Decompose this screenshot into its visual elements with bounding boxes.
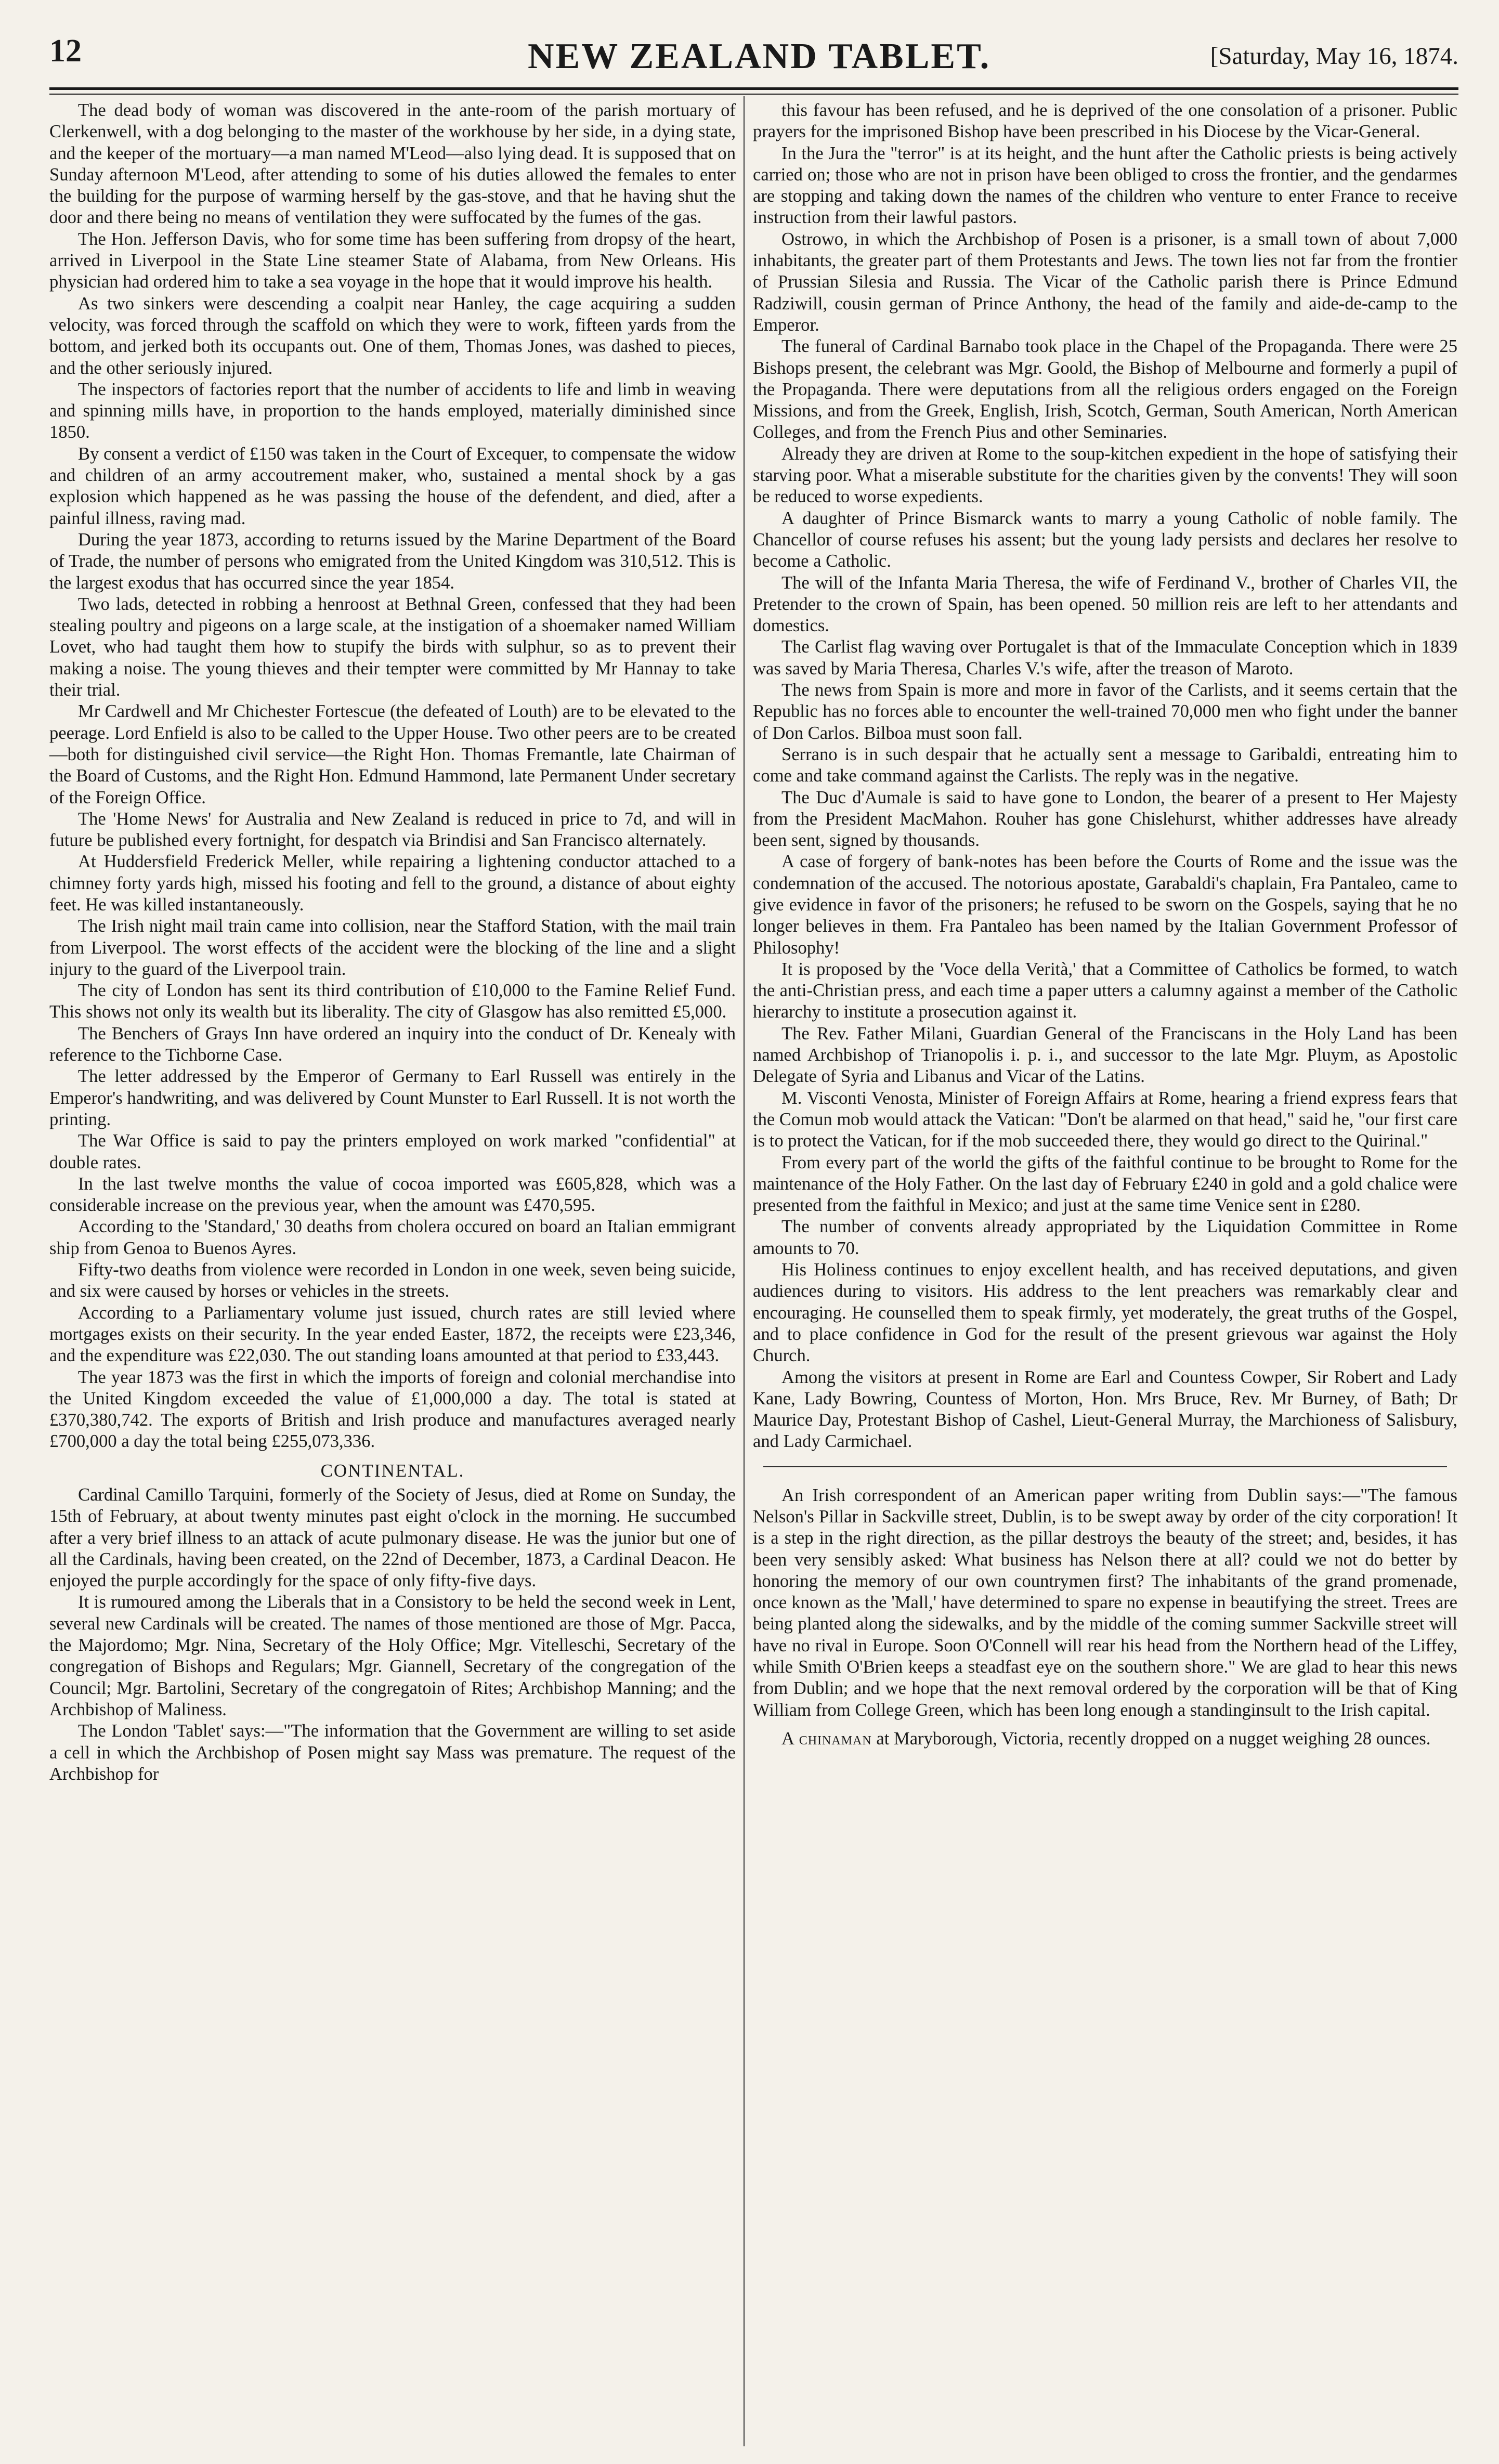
column-divider: [744, 96, 745, 2446]
article-paragraph: According to a Parliamentary volume just issued, church rates are still levied where mortgages exists on their security. In the year ended Easter, 1872, the receipts were £23,346, and the expenditure was £22,030. The out standing loans amounted at that period to £33,443.: [49, 1302, 736, 1366]
continental-articles: [49, 1484, 736, 1785]
issue-date: [Saturday, May 16, 1874.: [1210, 43, 1458, 70]
article-paragraph: The Irish night mail train came into collision, near the Stafford Station, with the mail train from Liverpool. The worst effects of the accident were the blocking of the line and a slight injury to the guard of the Liverpool train.: [49, 916, 736, 979]
article-paragraph: The War Office is said to pay the printers employed on work marked "confidential" at double rates.: [49, 1131, 736, 1172]
article-paragraph: The letter addressed by the Emperor of Germany to Earl Russell was entirely in the Emperor's handwriting, and was delivered by Count Munster to Earl Russell. It is not worth the printing.: [49, 1066, 736, 1129]
article-paragraph: His Holiness continues to enjoy excellent health, and has received deputations, and given audiences during to visitors. His address to the lent preachers was remarkably clear and encouraging. He counselled them to speak firmly, yet moderately, the great truths of the Gospel, and to place confidence in God for the result of the present grievous war against the Holy Church.: [753, 1260, 1457, 1366]
article-separator: [763, 1466, 1447, 1467]
article-paragraph: The number of convents already appropriated by the Liquidation Committee in Rome amounts to 70.: [753, 1217, 1457, 1258]
article-paragraph: The news from Spain is more and more in favor of the Carlists, and it seems certain that the Republic has no forces able to encounter the well-trained 70,000 men who fight under the banner of Don Carlos. Bilboa must soon fall.: [753, 680, 1457, 743]
article-paragraph: According to the 'Standard,' 30 deaths from cholera occured on board an Italian emmigrant ship from Genoa to Buenos Ayres.: [49, 1217, 736, 1258]
article-paragraph: The Rev. Father Milani, Guardian General of the Franciscans in the Holy Land has been named Archbishop of Trianopolis i. p. i., and successor to the late Mgr. Pluym, as Apostolic Delegate of Syria and Libanus and Vicar of the Latins.: [753, 1023, 1457, 1087]
article-paragraph: During the year 1873, according to returns issued by the Marine Department of the Board of Trade, the number of persons who emigrated from the United Kingdom was 310,512. This is the largest exodus that has occurred since the year 1854.: [49, 529, 736, 593]
home-news-articles: [49, 100, 736, 1453]
chinaman-rest: at Maryborough, Victoria, recently dropped on a nugget weighing 28 ounces.: [871, 1728, 1431, 1749]
article-paragraph: Serrano is in such despair that he actually sent a message to Garibaldi, entreating him to come and take command against the Carlists. The reply was in the negative.: [753, 744, 1457, 786]
article-paragraph: this favour has been refused, and he is deprived of the one consolation of a prisoner. Public prayers for the imprisoned Bishop have been prescribed in his Diocese by the Vicar-General.: [753, 100, 1457, 142]
article-paragraph: Ostrowo, in which the Archbishop of Posen is a prisoner, is a small town of about 7,000 inhabitants, the greater part of them Protestants and Jews. The town lies not far from the frontier of Prussian Silesia and Russia. The Vicar of the Catholic parish there is Prince Edmund Radziwill, cousin german of Prince Anthony, the head of the family and aide-de-camp to the Emperor.: [753, 229, 1457, 335]
article-paragraph: From every part of the world the gifts of the faithful continue to be brought to Rome for the maintenance of the Holy Father. On the last day of February £240 in gold and a gold chalice were presented from the faithful in Mexico; and just at the same time Venice sent in £280.: [753, 1152, 1457, 1216]
continental-continued-articles: [753, 100, 1457, 1453]
article-paragraph: Two lads, detected in robbing a henroost at Bethnal Green, confessed that they had been stealing poultry and pigeons on a large scale, at the instigation of a shoemaker named William Lovet, who had taught them how to stupify the birds with sulphur, so as to prevent their making a noise. The young thieves and their tempter were committed by Mr Hannay to take their trial.: [49, 594, 736, 700]
article-paragraph: The Hon. Jefferson Davis, who for some time has been suffering from dropsy of the heart, arrived in Liverpool in the State Line steamer State of Alabama, from New Orleans. His physician had ordered him to take a sea voyage in the hope that it would improve his health.: [49, 229, 736, 292]
continental-paragraph: Cardinal Camillo Tarquini, formerly of the Society of Jesus, died at Rome on Sunday, the 15th of February, at about twenty minutes past eight o'clock in the morning. He succumbed after a very brief illness to an attack of acute pulmonary disease. He was the junior but one of all the Cardinals, having been created, on the 22nd of December, 1873, a Cardinal Deacon. He enjoyed the purple accordingly for the space of only fifty-five days.: [49, 1485, 736, 1591]
article-paragraph: Among the visitors at present in Rome are Earl and Countess Cowper, Sir Robert and Lady Kane, Lady Bowring, Countess of Morton, Hon. Mrs Bruce, Rev. Mr Burney, of Bath; Dr Maurice Day, Protestant Bishop of Cashel, Lieut-General Murray, the Marchioness of Salisbury, and Lady Carmichael.: [753, 1367, 1457, 1452]
article-paragraph: As two sinkers were descending a coalpit near Hanley, the cage acquiring a sudden velocity, was forced through the scaffold on which they were to work, fifteen yards from the bottom, and jerked both its occupants out. One of them, Thomas Jones, was dashed to pieces, and the other seriously injured.: [49, 293, 736, 378]
article-paragraph: The will of the Infanta Maria Theresa, the wife of Ferdinand V., brother of Charles VII, the Pretender to the crown of Spain, has been opened. 50 million reis are left to her attendants and domestics.: [753, 572, 1457, 636]
continental-heading: CONTINENTAL.: [320, 1460, 465, 1481]
article-paragraph: It is proposed by the 'Voce della Verità,' that a Committee of Catholics be formed, to watch the anti-Christian press, and each time a paper utters a calumny against a member of the Catholic hierarchy to institute a prosecution against it.: [753, 959, 1457, 1022]
chinaman-article: [753, 1728, 1457, 1750]
article-paragraph: The dead body of woman was discovered in the ante-room of the parish mortuary of Clerkenwell, with a dog belonging to the master of the workhouse by her side, in a dying state, and the keeper of the mortuary—a man named M'Leod—also lying dead. It is supposed that on Sunday afternoon M'Leod, after attending to some of his duties allowed the females to enter the building for the purpose of warming herself by the gas-stove, and that he having shut the door and there being no means of ventilation they were suffocated by the fumes of the gas.: [49, 100, 736, 228]
right-column: [753, 100, 1457, 1750]
article-paragraph: By consent a verdict of £150 was taken in the Court of Excequer, to compensate the widow and children of an army accoutrement maker, who, sustained a mental shock by a gas explosion which happened as he was passing the house of the defendent, and died, after a painful illness, raving mad.: [49, 444, 736, 528]
article-paragraph: M. Visconti Venosta, Minister of Foreign Affairs at Rome, hearing a friend express fears that the Comun mob would attack the Vatican: "Don't be alarmed on that head," said he, "our first care is to protect the Vatican, for if the mob succeeded there, they would go direct to the Quirinal.": [753, 1088, 1457, 1151]
article-paragraph: The city of London has sent its third contribution of £10,000 to the Famine Relief Fund. This shows not only its wealth but its liberality. The city of Glasgow has also remitted £5,000.: [49, 981, 736, 1022]
article-paragraph: Fifty-two deaths from violence were recorded in London in one week, seven being suicide, and six were caused by horses or vehicles in the streets.: [49, 1260, 736, 1301]
article-paragraph: Already they are driven at Rome to the soup-kitchen expedient in the hope of satisfying their starving poor. What a miserable substitute for the charities given by the convents! They will soon be reduced to worse expedients.: [753, 444, 1457, 507]
masthead-title: NEW ZEALAND TABLET.: [528, 36, 991, 76]
header-rule-thin: [49, 94, 1458, 95]
article-paragraph: The 'Home News' for Australia and New Zealand is reduced in price to 7d, and will in future be published every fortnight, for despatch via Brindisi and San Francisco alternately.: [49, 809, 736, 851]
article-paragraph: Mr Cardwell and Mr Chichester Fortescue (the defeated of Louth) are to be elevated to the peerage. Lord Enfield is also to be called to the Upper House. Two other peers are to be created—both for distinguished civil service—the Right Hon. Thomas Fremantle, late Chairman of the Board of Customs, and the Right Hon. Edmund Hammond, late Permanent Under secretary of the Foreign Office.: [49, 701, 736, 807]
article-paragraph: The year 1873 was the first in which the imports of foreign and colonial merchandise into the United Kingdom exceeded the value of £1,000,000 a day. The total is stated at £370,380,742. The exports of British and Irish produce and manufactures averaged nearly £700,000 a day the total being £255,073,336.: [49, 1367, 736, 1452]
article-paragraph: A daughter of Prince Bismarck wants to marry a young Catholic of noble family. The Chancellor of course refuses his assent; but the young lady persists and declares her resolve to become a Catholic.: [753, 508, 1457, 571]
article-paragraph: In the last twelve months the value of cocoa imported was £605,828, which was a considerable increase on the previous year, when the amount was £470,595.: [49, 1174, 736, 1216]
continental-paragraph: The London 'Tablet' says:—"The information that the Government are willing to set aside a cell in which the Archbishop of Posen might say Mass was premature. The request of the Archbishop for: [49, 1721, 736, 1784]
article-paragraph: The inspectors of factories report that the number of accidents to life and limb in weaving and spinning mills have, in proportion to the hands employed, materially diminished since 1850.: [49, 379, 736, 442]
page-header: [49, 29, 1490, 91]
chinaman-lead: A chinaman: [781, 1728, 872, 1749]
continental-paragraph: It is rumoured among the Liberals that in a Consistory to be held the second week in Lent, several new Cardinals will be created. The names of those mentioned are those of Mgr. Pacca, the Majordomo; Mgr. Nina, Secretary of the Holy Office; Mgr. Vitelleschi, Secretary of the congregation of Bishops and Regulars; Mgr. Giannell, Secretary of the congregation of the Council; Mgr. Bartolini, Secretary of the congregatoin of Rites; Archbishop Manning; and the Archbishop of Maliness.: [49, 1592, 736, 1719]
left-column: [49, 100, 736, 1785]
article-paragraph: The Benchers of Grays Inn have ordered an inquiry into the conduct of Dr. Kenealy with reference to the Tichborne Case.: [49, 1023, 736, 1065]
article-paragraph: In the Jura the "terror" is at its height, and the hunt after the Catholic priests is being actively carried on; those who are not in prison have been obliged to cross the frontier, and the gendarmes are stopping and taking down the names of the children who venture to enter France to receive instruction from their lawful pastors.: [753, 143, 1457, 228]
article-paragraph: The Duc d'Aumale is said to have gone to London, the bearer of a present to Her Majesty from the President MacMahon. Rouher has gone Chislehurst, whither addresses have already been sent, signed by thousands.: [753, 787, 1457, 851]
irish-correspondent-article: An Irish correspondent of an American paper writing from Dublin says:—"The famous Nelson's Pillar in Sackville street, Dublin, is to be swept away by order of the city corporation! It is a step in the right direction, as the pillar destroys the beauty of the street; and, besides, it has been very sensibly asked: What business has Nelson there at all? could we not do better by honoring the memory of our own countrymen first? The inhabitants of the grand promenade, once known as the 'Mall,' have determined to spare no expense in beautifying the street. Trees are being planted along the sidewalks, and by the middle of the coming summer Sackville street will have no rival in Europe. Soon O'Connell will rear his head from the Northern head of the Liffey, while Smith O'Brien keeps a steadfast eye on the southern shore." We are glad to hear this news from Dublin; and we hope that the next removal ordered by the corporation will be that of King William from College Green, which has been long enough a standinginsult to the Irish capital.: [753, 1485, 1457, 1720]
article-paragraph: The Carlist flag waving over Portugalet is that of the Immaculate Conception which in 1839 was saved by Maria Theresa, Charles V.'s wife, after the treason of Maroto.: [753, 637, 1457, 679]
header-rule: [49, 87, 1458, 90]
page-number: 12: [49, 33, 82, 69]
article-paragraph: At Huddersfield Frederick Meller, while repairing a lightening conductor attached to a chimney forty yards high, missed his footing and fell to the ground, a distance of about eighty feet. He was killed instantaneously.: [49, 852, 736, 915]
article-paragraph: A case of forgery of bank-notes has been before the Courts of Rome and the issue was the condemnation of the accused. The notorious apostate, Garabaldi's chaplain, Fra Pantaleo, came to give evidence in favor of the prisoners; he refused to be sworn on the Gospels, saying that he no longer believes in them. Fra Pantaleo has been named by the Italian Government Professor of Philosophy!: [753, 852, 1457, 958]
article-paragraph: The funeral of Cardinal Barnabo took place in the Chapel of the Propaganda. There were 25 Bishops present, the celebrant was Mgr. Goold, the Bishop of Melbourne and formerly a pupil of the Propaganda. There were deputations from all the religious orders engaged on the Foreign Missions, and from the Greek, English, Irish, Scotch, German, South American, North American Colleges, and from the French Pius and other Seminaries.: [753, 336, 1457, 442]
